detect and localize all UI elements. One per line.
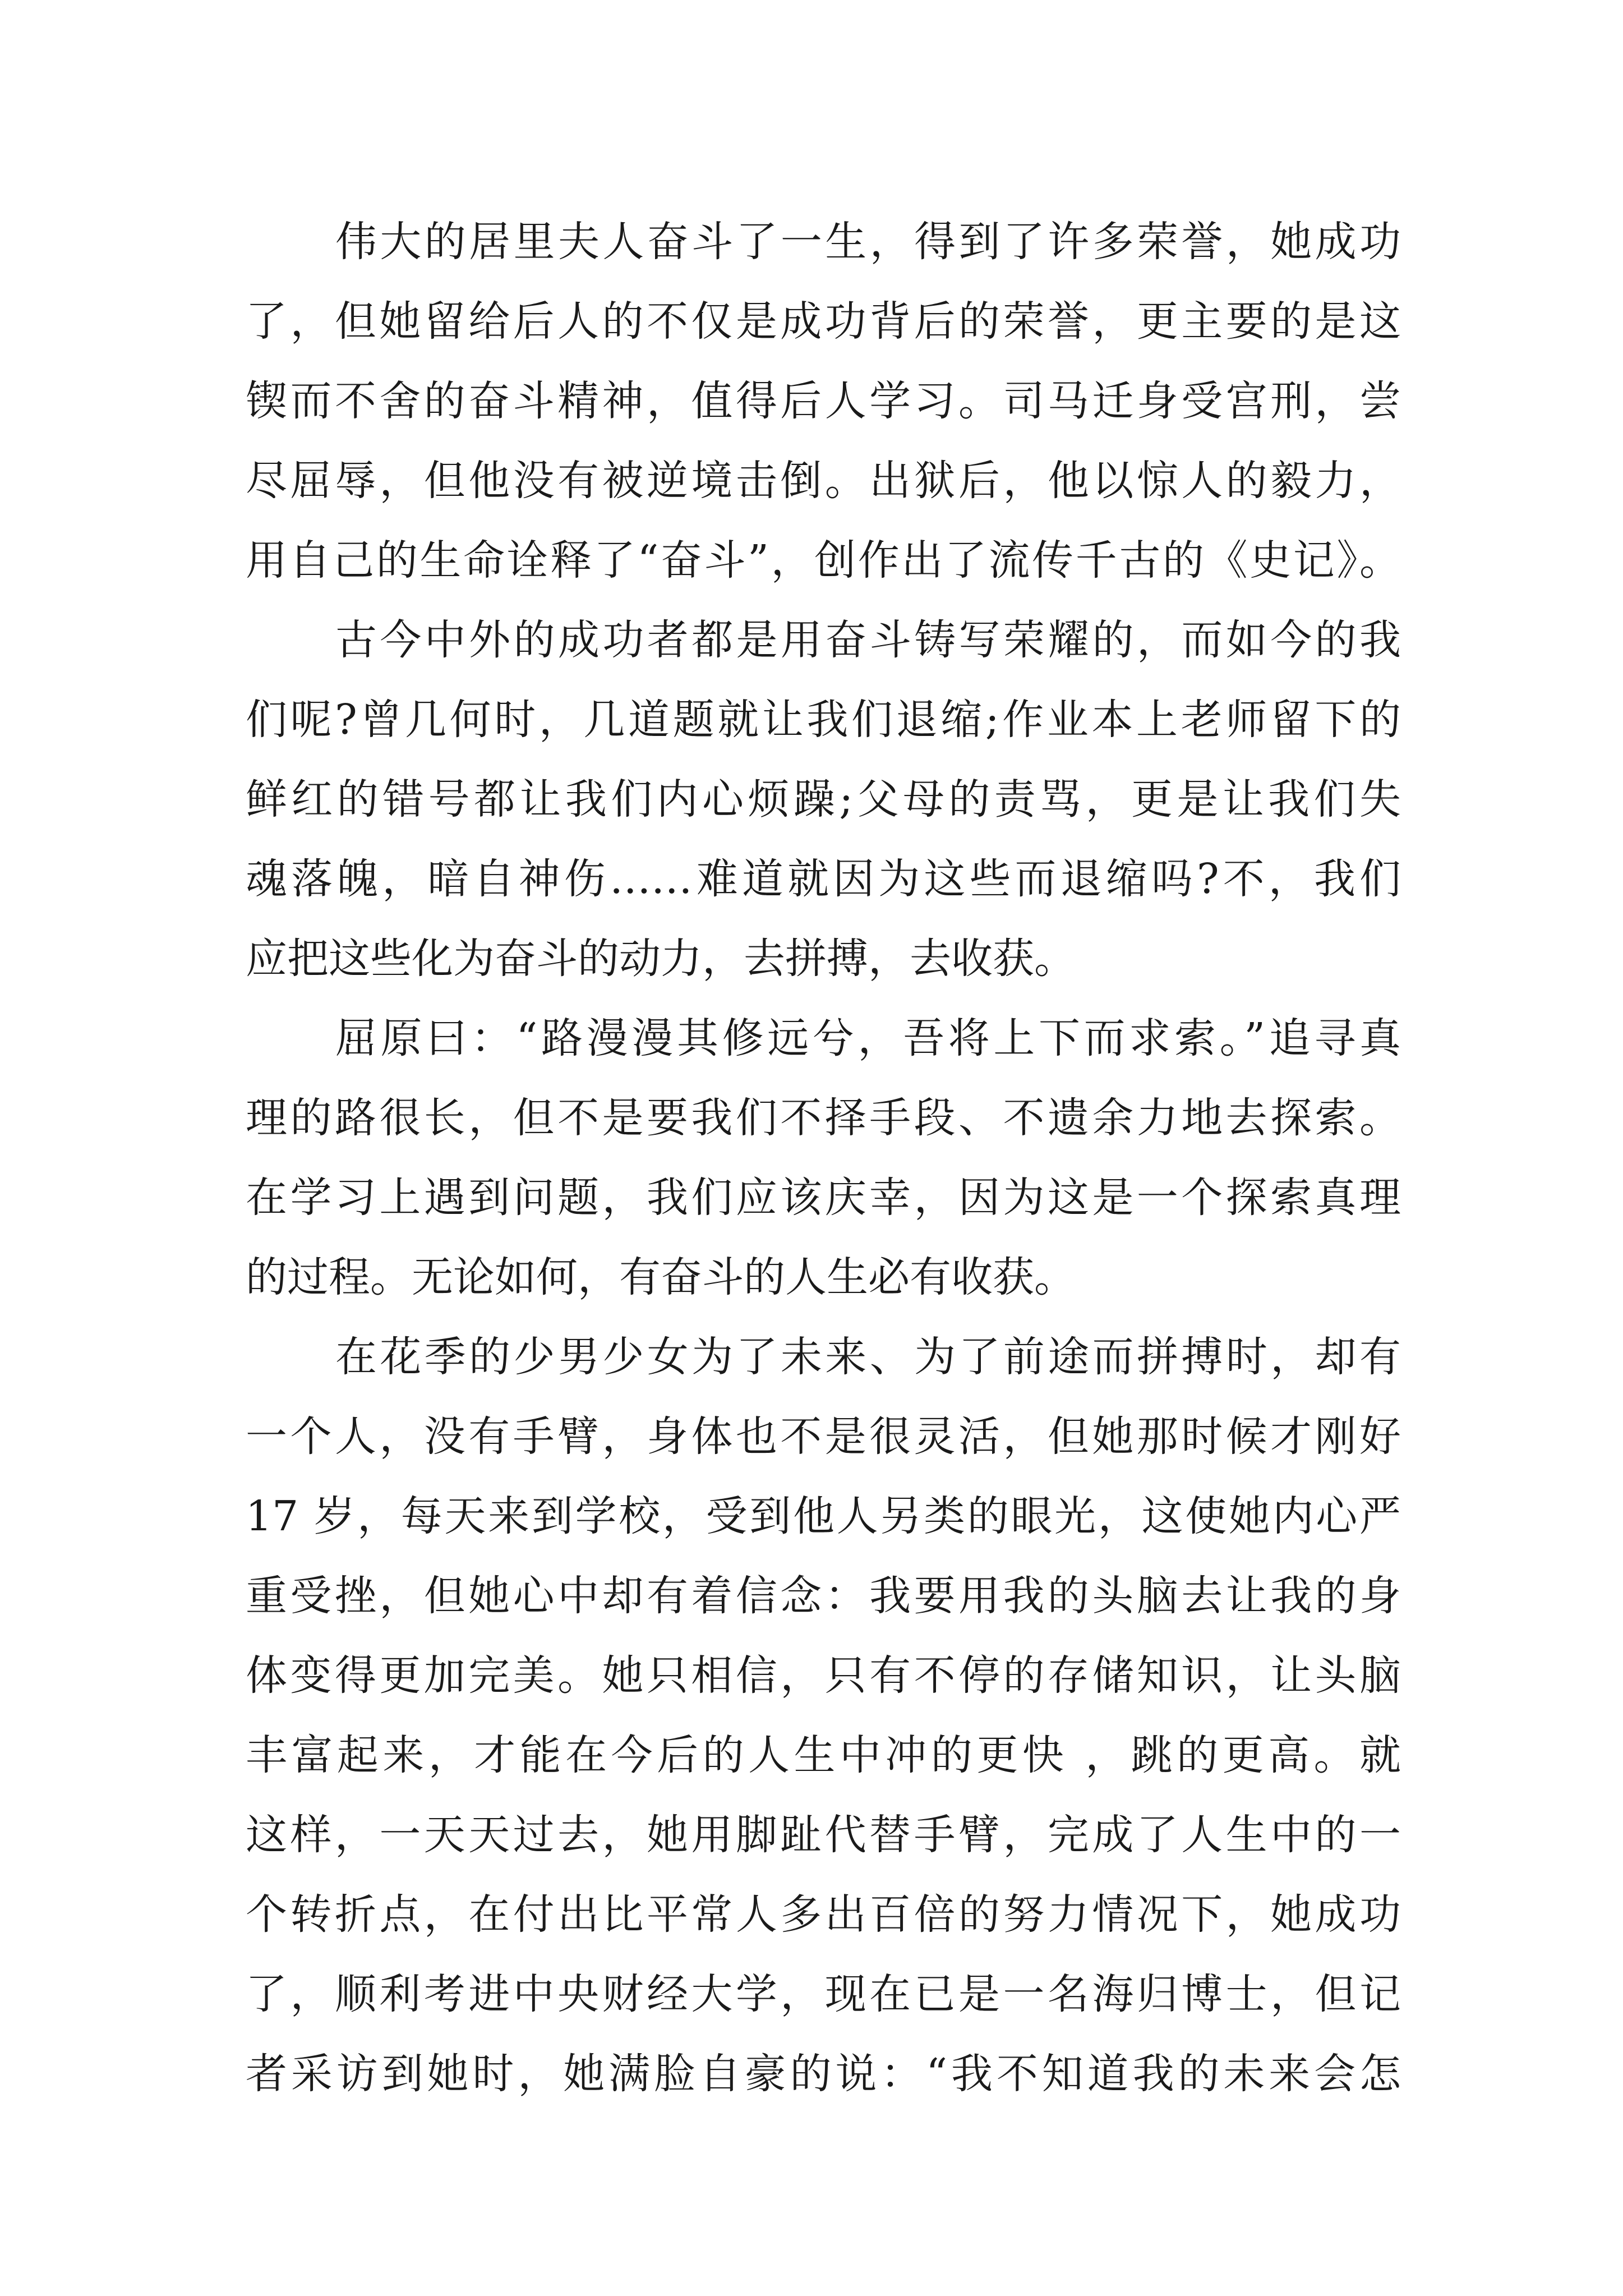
text-line: 锲而不舍的奋斗精神，值得后人学习。司马迁身受宫刑，尝 <box>246 377 1401 425</box>
text-line: 理的路很长，但不是要我们不择手段、不遗余力地去探索。 <box>246 1094 1401 1142</box>
text-line: 古今中外的成功者都是用奋斗铸写荣耀的，而如今的我 <box>335 616 1401 664</box>
text-line: 了，但她留给后人的不仅是成功背后的荣誉，更主要的是这 <box>246 297 1401 346</box>
text-line: 们呢?曾几何时，几道题就让我们退缩;作业本上老师留下的 <box>246 696 1401 744</box>
text-line: 在花季的少男少女为了未来、为了前途而拼搏时，却有 <box>335 1333 1401 1381</box>
text-line: 伟大的居里夫人奋斗了一生，得到了许多荣誉，她成功 <box>335 218 1401 266</box>
text-line: 个转折点，在付出比平常人多出百倍的努力情况下，她成功 <box>246 1890 1401 1939</box>
body-text <box>246 202 1401 2114</box>
text-line: 这样，一天天过去，她用脚趾代替手臂，完成了人生中的一 <box>246 1811 1401 1859</box>
text-line: 的过程。无论如何，有奋斗的人生必有收获。 <box>246 1253 1076 1301</box>
text-line: 应把这些化为奋斗的动力，去拼搏，去收获。 <box>246 935 1076 983</box>
text-line: 屈原曰：“路漫漫其修远兮，吾将上下而求索。”追寻真 <box>335 1014 1401 1062</box>
text-line: 了，顺利考进中央财经大学，现在已是一名海归博士，但记 <box>246 1970 1401 2018</box>
text-line: 用自己的生命诠释了“奋斗”，创作出了流传千古的《史记》。 <box>246 536 1401 585</box>
text-line: 重受挫，但她心中却有着信念：我要用我的头脑去让我的身 <box>246 1572 1401 1620</box>
text-line: 尽屈辱，但他没有被逆境击倒。出狱后，他以惊人的毅力， <box>246 457 1401 505</box>
text-line: 魂落魄，暗自神伤……难道就因为这些而退缩吗?不，我们 <box>246 855 1401 903</box>
text-line: 丰富起来，才能在今后的人生中冲的更快 ，跳的更高。就 <box>246 1731 1401 1779</box>
text-line: 者采访到她时，她满脸自豪的说：“我不知道我的未来会怎 <box>246 2050 1401 2098</box>
text-line: 在学习上遇到问题，我们应该庆幸，因为这是一个探索真理 <box>246 1174 1401 1222</box>
text-line: 鲜红的错号都让我们内心烦躁;父母的责骂，更是让我们失 <box>246 775 1401 823</box>
text-line: 17 岁，每天来到学校，受到他人另类的眼光，这使她内心严 <box>246 1492 1401 1540</box>
text-line: 一个人，没有手臂，身体也不是很灵活，但她那时候才刚好 <box>246 1412 1401 1461</box>
text-line: 体变得更加完美。她只相信，只有不停的存储知识，让头脑 <box>246 1651 1401 1700</box>
